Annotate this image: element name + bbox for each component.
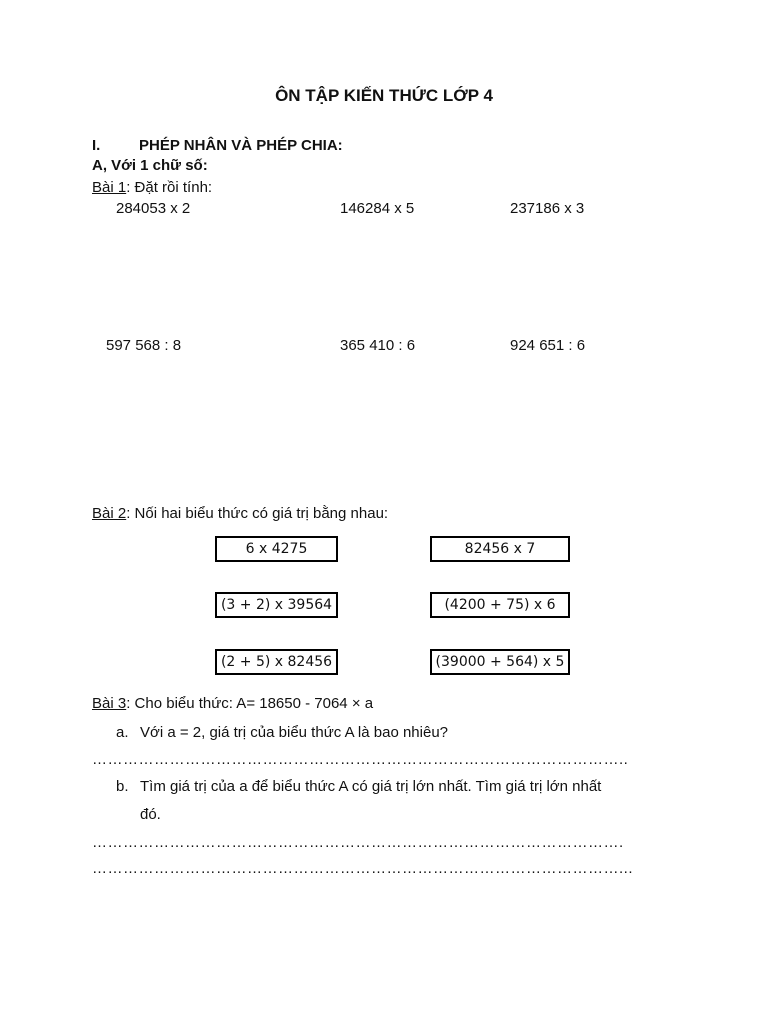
expression-box-left-1: 6 x 4275: [215, 536, 338, 562]
subsection-heading: A, Với 1 chữ số:: [92, 157, 208, 174]
expression-box-right-1: 82456 x 7: [430, 536, 570, 562]
exercise-3-text: : Cho biểu thức: A= 18650 - 7064 × a: [126, 695, 374, 712]
expression-box-left-2: (3 + 2) x 39564: [215, 592, 338, 618]
expression-box-right-2: (4200 + 75) x 6: [430, 592, 570, 618]
question-b-text-line-2: đó.: [140, 806, 161, 823]
section-heading: PHÉP NHÂN VÀ PHÉP CHIA:: [139, 137, 343, 154]
page-title: ÔN TẬP KIẾN THỨC LỚP 4: [275, 86, 493, 105]
multiplication-problem-2: 146284 x 5: [340, 200, 415, 217]
expression-box-left-3: (2 + 5) x 82456: [215, 649, 338, 675]
exercise-2-text: : Nối hai biểu thức có giá trị bằng nhau:: [126, 505, 389, 522]
answer-line-b-1: ………………………………………………………………………………………….: [92, 834, 624, 851]
exercise-3-label: Bài 3: [92, 695, 127, 712]
exercise-2-instruction: [92, 505, 388, 522]
exercise-3-instruction: [92, 695, 373, 712]
answer-line-b-2: …………………………………………………………………………………………...: [92, 860, 634, 877]
exercise-1-instruction: [92, 179, 212, 196]
exercise-1-text: : Đặt rồi tính:: [126, 179, 213, 196]
multiplication-problem-3: 237186 x 3: [510, 200, 585, 217]
exercise-1-label: Bài 1: [92, 179, 127, 196]
question-b-text-line-1: Tìm giá trị của a để biểu thức A có giá trị lớn nhất. Tìm giá trị lớn nhất: [140, 778, 602, 795]
division-problem-1: 597 568 : 8: [106, 337, 182, 354]
answer-line-a: …………………………………………………………………………………………..: [92, 751, 629, 768]
multiplication-problem-1: 284053 x 2: [116, 200, 191, 217]
question-b-marker: b.: [116, 778, 129, 795]
division-problem-2: 365 410 : 6: [340, 337, 416, 354]
expression-box-right-3: (39000 + 564) x 5: [430, 649, 570, 675]
exercise-2-label: Bài 2: [92, 505, 127, 522]
section-number: I.: [92, 137, 101, 154]
question-a-text: Với a = 2, giá trị của biểu thức A là bao nhiêu?: [140, 724, 448, 741]
division-problem-3: 924 651 : 6: [510, 337, 586, 354]
question-a-marker: a.: [116, 724, 129, 741]
